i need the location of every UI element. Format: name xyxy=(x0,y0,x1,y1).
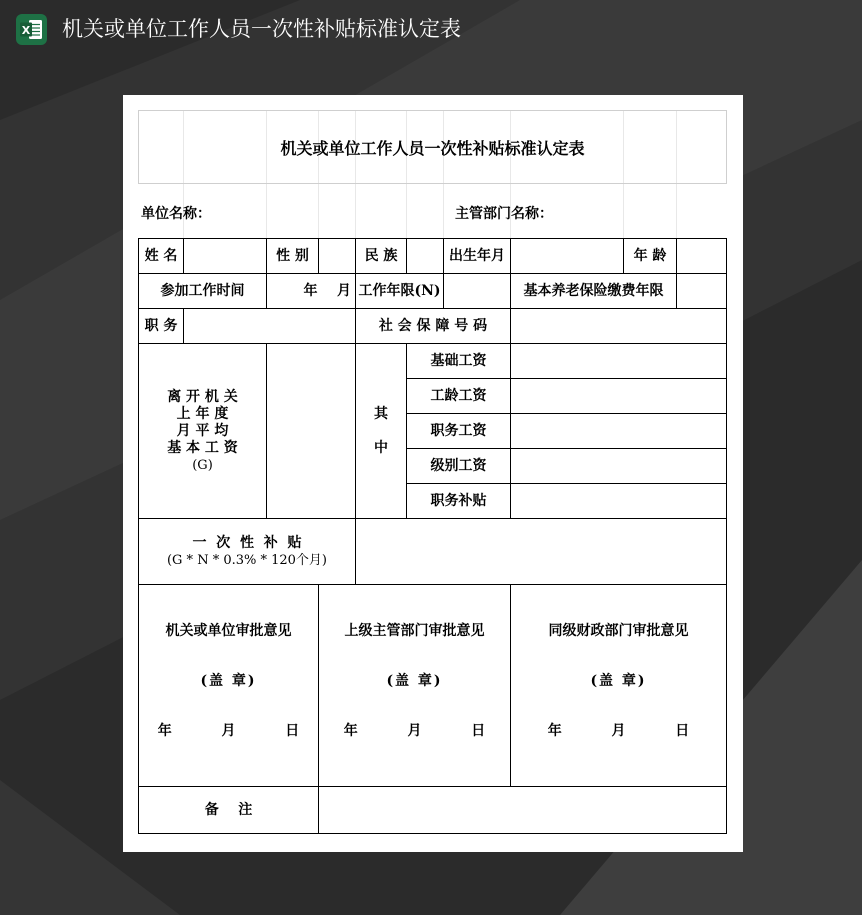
salary-label xyxy=(138,343,267,519)
excel-icon xyxy=(16,14,47,45)
birth-label: 出生年月 xyxy=(443,238,511,274)
social-security-label: 社 会 保 障 号 码 xyxy=(355,308,511,344)
ethnic-label: 民 族 xyxy=(355,238,407,274)
work-years-label: 工作年限(N) xyxy=(355,273,444,309)
approval-box-unit[interactable] xyxy=(138,584,319,787)
position-allowance-field[interactable] xyxy=(510,483,727,519)
salary-label-line: (G) xyxy=(192,457,213,473)
among-label-line: 中 xyxy=(374,440,388,456)
social-security-field[interactable] xyxy=(510,308,727,344)
join-time-field[interactable]: 年 月 xyxy=(266,273,356,309)
gender-label: 性 别 xyxy=(266,238,319,274)
approval-box-superior[interactable] xyxy=(318,584,511,787)
seniority-salary-field[interactable] xyxy=(510,378,727,414)
position-salary-field[interactable] xyxy=(510,413,727,449)
remarks-field[interactable] xyxy=(318,786,727,834)
subsidy-label-line: 一 次 性 补 贴 xyxy=(192,534,302,551)
stamp-label: (盖 章) xyxy=(386,673,443,689)
approval-box-finance[interactable] xyxy=(510,584,727,787)
salary-label-line: 上 年 度 xyxy=(176,405,229,422)
grade-salary-field[interactable] xyxy=(510,448,727,484)
position-salary-label: 职务工资 xyxy=(406,413,511,449)
unit-name-label: 单位名称： xyxy=(141,206,211,222)
pension-years-field[interactable] xyxy=(676,273,727,309)
stamp-label: (盖 章) xyxy=(590,673,647,689)
position-allowance-label: 职务补贴 xyxy=(406,483,511,519)
window-title: 机关或单位工作人员一次性补贴标准认定表 xyxy=(62,17,461,41)
approval-title: 上级主管部门审批意见 xyxy=(344,623,485,639)
work-years-field[interactable] xyxy=(443,273,511,309)
position-label: 职 务 xyxy=(138,308,184,344)
dept-name-label: 主管部门名称： xyxy=(455,206,553,222)
document-title: 机关或单位工作人员一次性补贴标准认定表 xyxy=(138,110,727,184)
date-label: 年 月 日 xyxy=(157,723,300,739)
date-label: 年 月 日 xyxy=(343,723,486,739)
approval-title: 同级财政部门审批意见 xyxy=(548,623,689,639)
date-label: 年 月 日 xyxy=(547,723,690,739)
age-label: 年 龄 xyxy=(623,238,677,274)
stamp-label: (盖 章) xyxy=(200,673,257,689)
join-time-label: 参加工作时间 xyxy=(138,273,267,309)
basic-salary-label: 基础工资 xyxy=(406,343,511,379)
birth-field[interactable] xyxy=(510,238,624,274)
subsidy-field[interactable] xyxy=(355,518,727,585)
basic-salary-field[interactable] xyxy=(510,343,727,379)
remarks-label: 备 注 xyxy=(138,786,319,834)
salary-label-line: 离 开 机 关 xyxy=(167,388,238,405)
subsidy-formula: (G * N * 0.3% * 120个月) xyxy=(166,552,328,568)
subsidy-label xyxy=(138,518,356,585)
salary-value-field[interactable] xyxy=(266,343,356,519)
age-field[interactable] xyxy=(676,238,727,274)
title-bar xyxy=(0,0,862,60)
among-label xyxy=(355,343,407,519)
among-label-line: 其 xyxy=(374,406,388,422)
position-field[interactable] xyxy=(183,308,356,344)
seniority-salary-label: 工龄工资 xyxy=(406,378,511,414)
salary-label-line: 基 本 工 资 xyxy=(167,439,238,456)
grade-salary-label: 级别工资 xyxy=(406,448,511,484)
ethnic-field[interactable] xyxy=(406,238,444,274)
pension-years-label: 基本养老保险缴费年限 xyxy=(510,273,677,309)
gender-field[interactable] xyxy=(318,238,356,274)
approval-title: 机关或单位审批意见 xyxy=(165,623,292,639)
form-sheet xyxy=(138,110,727,834)
salary-label-line: 月 平 均 xyxy=(176,422,229,439)
svg-text:X: X xyxy=(21,23,31,37)
name-field[interactable] xyxy=(183,238,267,274)
name-label: 姓 名 xyxy=(138,238,184,274)
